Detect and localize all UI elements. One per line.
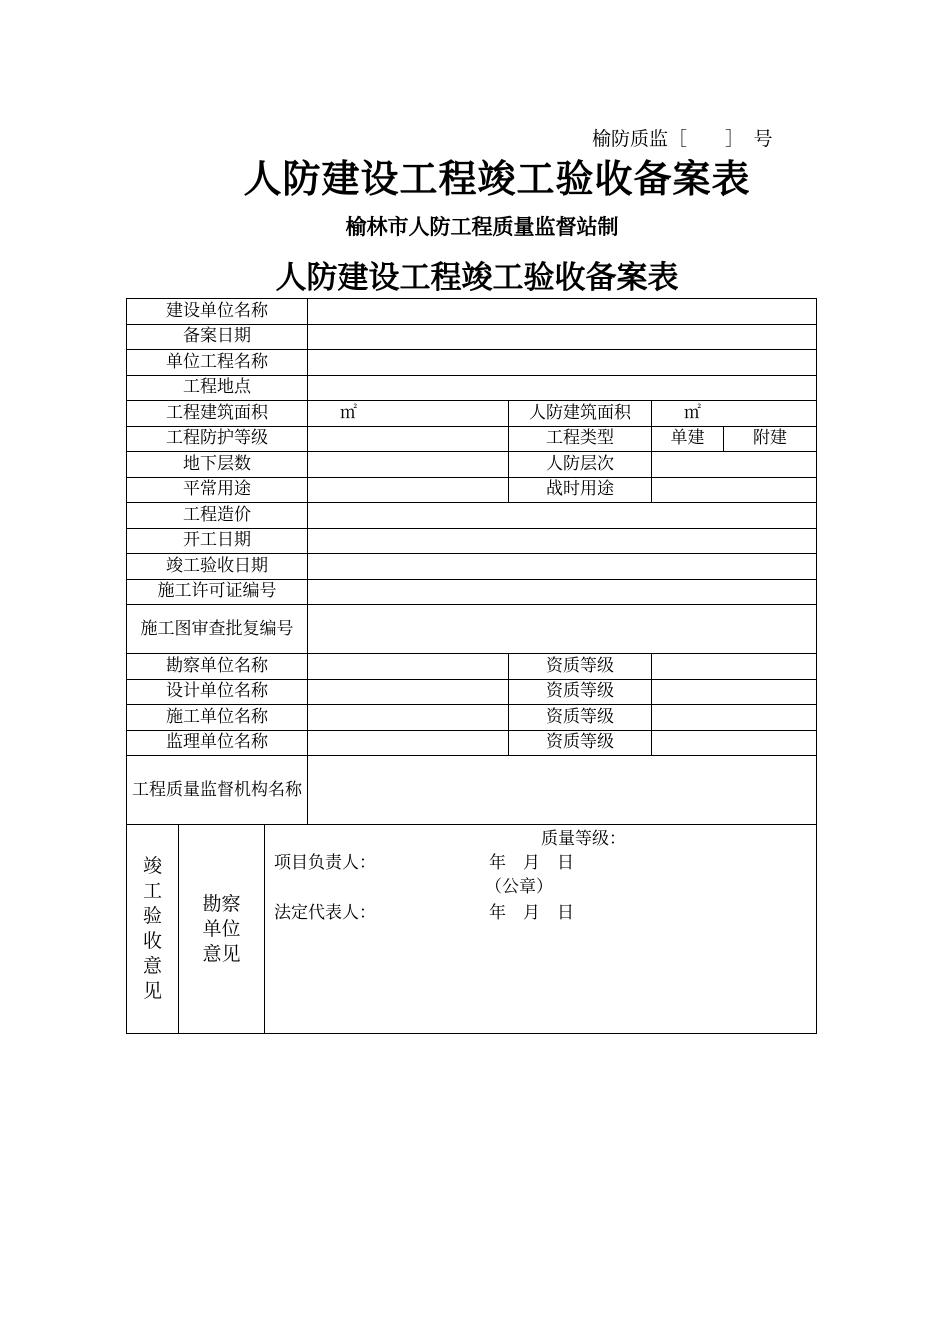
issuer-subtitle: 榆林市人防工程质量监督站制 [345, 214, 619, 239]
label-qualification-level: 资质等级 [509, 730, 652, 756]
table-row [127, 324, 817, 350]
area-unit: ㎡ [340, 402, 358, 423]
field-protection-level[interactable] [308, 426, 509, 452]
table-row [127, 730, 817, 756]
field-construction-company[interactable] [308, 705, 509, 731]
field-design-unit[interactable] [308, 679, 509, 705]
project-leader-label: 项目负责人： [274, 853, 376, 873]
label-quality-supervisor: 工程质量监督机构名称 [127, 756, 308, 825]
label-drawing-review-number: 施工图审查批复编号 [127, 605, 308, 654]
label-peacetime-use: 平常用途 [127, 477, 308, 503]
field-peacetime-use[interactable] [308, 477, 509, 503]
table-row [127, 579, 817, 605]
survey-unit-opinion-label: 勘察 单位 意见 [179, 825, 265, 1034]
label-filing-date: 备案日期 [127, 324, 308, 350]
field-survey-qualification[interactable] [652, 654, 817, 680]
table-row [127, 503, 817, 529]
field-supervision-unit[interactable] [308, 730, 509, 756]
table-row [127, 350, 817, 376]
label-unit-project: 单位工程名称 [127, 350, 308, 376]
field-drawing-review-number[interactable] [308, 605, 817, 654]
filing-reference-number: 榆防质监［ ］ 号 [592, 128, 773, 150]
label-permit-number: 施工许可证编号 [127, 579, 308, 605]
table-row [127, 605, 817, 654]
label-project-type: 工程类型 [509, 426, 652, 452]
label-design-unit: 设计单位名称 [127, 679, 308, 705]
label-qualification-level: 资质等级 [509, 679, 652, 705]
field-completion-date[interactable] [308, 554, 817, 580]
legal-representative-label: 法定代表人： [274, 903, 376, 923]
table-row [127, 401, 817, 427]
label-underground-floors: 地下层数 [127, 452, 308, 478]
label-start-date: 开工日期 [127, 528, 308, 554]
quality-grade-label: 质量等级： [541, 829, 626, 849]
field-unit-project[interactable] [308, 350, 817, 376]
label-wartime-use: 战时用途 [509, 477, 652, 503]
table-row [127, 452, 817, 478]
field-permit-number[interactable] [308, 579, 817, 605]
field-underground-floors[interactable] [308, 452, 509, 478]
table-row [127, 756, 817, 825]
field-supervision-qualification[interactable] [652, 730, 817, 756]
field-civil-defense-floors[interactable] [652, 452, 817, 478]
table-row [127, 679, 817, 705]
label-construction-company: 施工单位名称 [127, 705, 308, 731]
label-supervision-unit: 监理单位名称 [127, 730, 308, 756]
field-start-date[interactable] [308, 528, 817, 554]
document-title: 人防建设工程竣工验收备案表 [243, 156, 751, 201]
label-construction-unit: 建设单位名称 [127, 299, 308, 325]
label-civil-defense-floors: 人防层次 [509, 452, 652, 478]
leader-sign-date: 年 月 日 [489, 853, 574, 873]
label-cost: 工程造价 [127, 503, 308, 529]
official-seal-label: （公章） [485, 877, 553, 897]
table-row [127, 528, 817, 554]
completion-acceptance-opinion-label: 竣 工 验 收 意 见 [127, 825, 179, 1034]
legal-rep-sign-date: 年 月 日 [489, 903, 574, 923]
field-filing-date[interactable] [308, 324, 817, 350]
field-quality-supervisor[interactable] [308, 756, 817, 825]
table-row [127, 654, 817, 680]
field-design-qualification[interactable] [652, 679, 817, 705]
field-location[interactable] [308, 375, 817, 401]
survey-opinion-field[interactable] [265, 825, 817, 1034]
label-completion-date: 竣工验收日期 [127, 554, 308, 580]
field-construction-unit[interactable] [308, 299, 817, 325]
form-title: 人防建设工程竣工验收备案表 [275, 260, 679, 296]
field-wartime-use[interactable] [652, 477, 817, 503]
label-location: 工程地点 [127, 375, 308, 401]
table-row [127, 705, 817, 731]
label-qualification-level: 资质等级 [509, 654, 652, 680]
table-row [127, 299, 817, 325]
label-qualification-level: 资质等级 [509, 705, 652, 731]
filing-form-table [126, 298, 817, 1034]
field-civil-defense-area[interactable] [652, 401, 817, 427]
area-unit: ㎡ [684, 402, 702, 423]
option-standalone[interactable]: 单建 [652, 426, 724, 452]
table-row [127, 375, 817, 401]
table-row [127, 477, 817, 503]
label-building-area: 工程建筑面积 [127, 401, 308, 427]
table-row [127, 825, 817, 1034]
option-attached[interactable]: 附建 [724, 426, 817, 452]
field-cost[interactable] [308, 503, 817, 529]
field-survey-unit[interactable] [308, 654, 509, 680]
label-civil-defense-area: 人防建筑面积 [509, 401, 652, 427]
label-protection-level: 工程防护等级 [127, 426, 308, 452]
table-row [127, 426, 817, 452]
table-row [127, 554, 817, 580]
field-construction-qualification[interactable] [652, 705, 817, 731]
label-survey-unit: 勘察单位名称 [127, 654, 308, 680]
field-building-area[interactable] [308, 401, 509, 427]
